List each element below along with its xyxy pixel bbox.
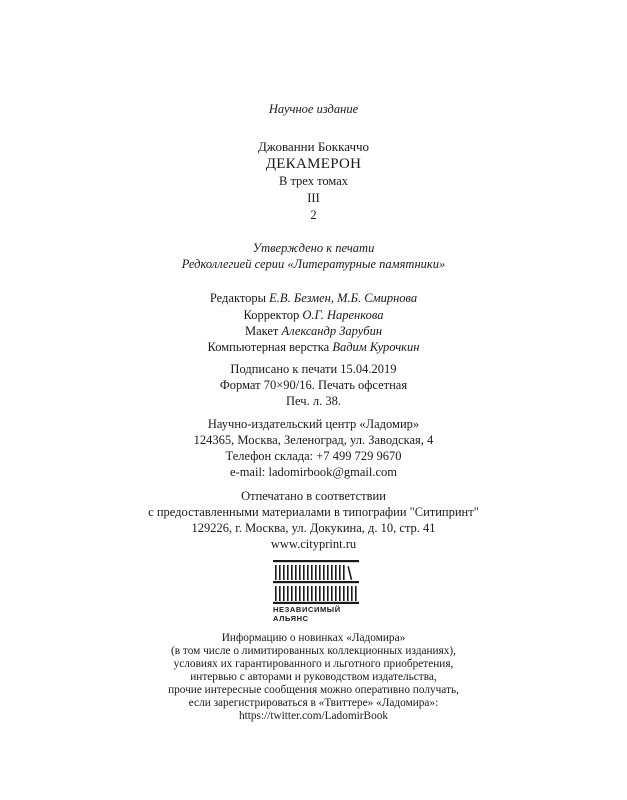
book-author: Джованни Боккаччо xyxy=(257,139,370,154)
printer-line-2: с предоставленными материалами в типографии "Ситипринт" xyxy=(148,505,479,519)
printer-line-1: Отпечатано в соответствии xyxy=(241,489,386,503)
credit-role: Макет xyxy=(244,324,279,338)
publisher-email: e-mail: ladomirbook@gmail.com xyxy=(229,465,398,479)
print-format: Формат 70×90/16. Печать офсетная xyxy=(219,378,408,392)
publisher-phone: Телефон склада: +7 499 729 9670 xyxy=(225,449,402,463)
footer-line-1: Информацию о новинках «Ладомира» xyxy=(221,632,406,644)
bookshelf-icon xyxy=(273,560,359,604)
credit-names: Александр Зарубин xyxy=(281,324,383,338)
logo-text-line-1: НЕЗАВИСИМЫЙ xyxy=(273,605,341,614)
print-sheets: Печ. л. 38. xyxy=(286,394,341,408)
print-signed: Подписано к печати 15.04.2019 xyxy=(230,362,397,376)
printer-address: 129226, г. Москва, ул. Докукина, д. 10, стр. 41 xyxy=(191,521,436,535)
credit-names: О.Г. Наренкова xyxy=(302,308,384,322)
credit-typesetting xyxy=(0,339,627,355)
credit-role: Компьютерная верстка xyxy=(207,340,330,354)
footer-line-5: прочие интересные сообщения можно оперативно получать, xyxy=(168,684,459,696)
printer-site: www.cityprint.ru xyxy=(270,537,357,551)
edition-type: Научное издание xyxy=(268,102,359,116)
credit-corrector xyxy=(0,307,627,323)
credit-role: Редакторы xyxy=(209,291,267,305)
credit-editors xyxy=(0,290,627,306)
publisher-name: Научно-издательский центр «Ладомир» xyxy=(207,417,420,431)
footer-line-6: если зарегистрироваться в «Твиттере» «Ладомира»: xyxy=(188,697,439,709)
book-volume-number: III xyxy=(307,191,320,205)
footer-twitter-link[interactable]: https://twitter.com/LadomirBook xyxy=(238,710,389,722)
book-title: ДЕКАМЕРОН xyxy=(265,156,362,172)
book-part-number: 2 xyxy=(310,208,317,222)
credit-role: Корректор xyxy=(243,308,300,322)
approval-line-1: Утверждено к печати xyxy=(252,241,375,255)
credit-names: Вадим Курочкин xyxy=(332,340,420,354)
approval-line-2: Редколлегией серии «Литературные памятники» xyxy=(181,257,446,271)
independent-alliance-logo xyxy=(273,560,359,622)
credit-layout xyxy=(0,323,627,339)
publisher-address: 124365, Москва, Зеленоград, ул. Заводская, 4 xyxy=(193,433,434,447)
logo-text-line-2: АЛЬЯНС xyxy=(273,614,309,623)
footer-line-3: условиях их гарантированного и льготного приобретения, xyxy=(173,658,454,670)
footer-line-4: интервью с авторами и руководством издательства, xyxy=(190,671,437,683)
footer-line-2: (в том числе о лимитированных коллекционных изданиях), xyxy=(171,645,456,657)
book-volumes: В трех томах xyxy=(278,174,349,188)
credit-names: Е.В. Безмен, М.Б. Смирнова xyxy=(269,291,418,305)
